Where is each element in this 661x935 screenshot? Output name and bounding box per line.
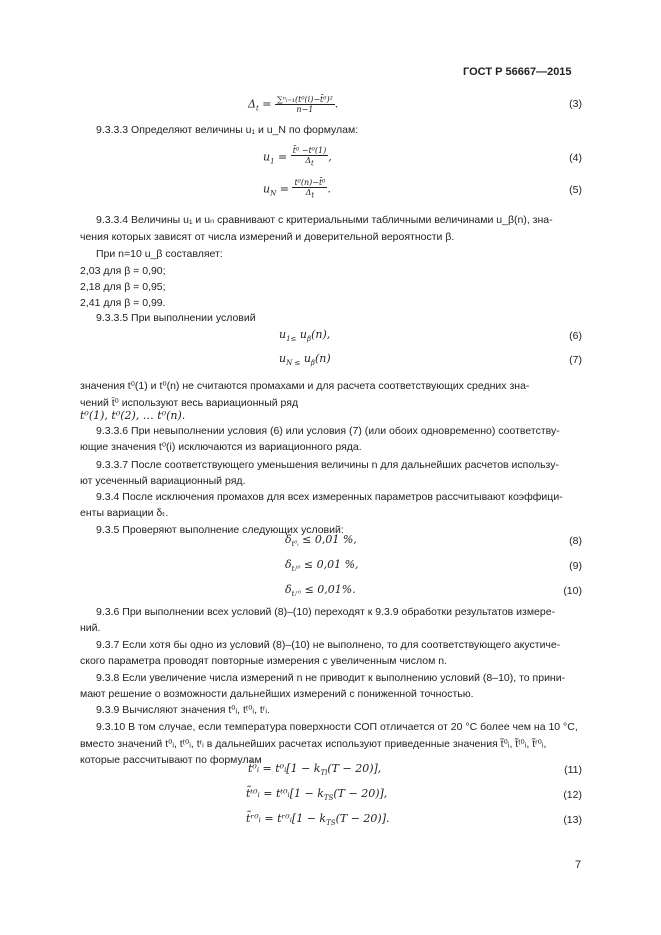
value-beta-095: 2,18 для β = 0,95; (80, 281, 166, 293)
paragraph-9-3-10-line2: вместо значений t⁰ᵢ, tᵗ⁰ᵢ, tʳᵢ в дальнейших расчетах используют приведенные значения t̃⁰ᵢ, t̃ᵗ⁰ᵢ, t̃ʳ⁰ᵢ, (80, 738, 547, 750)
paragraph-9-3-6-line2: ний. (80, 622, 101, 634)
paragraph-n10: При n=10 u_β составляет: (96, 248, 223, 260)
formula-5: $u_N$ = $\frac{\text{t⁰(n)−t̄⁰}}{\Delta_t}$ . (263, 178, 331, 200)
paragraph-9-3-3-5: 9.3.3.5 При выполнении условий (96, 312, 256, 324)
formula-13: t̃ʳ⁰ᵢ = tʳ⁰ᵢ[1 − $k_{TS}(T - 20)$]. (246, 812, 390, 828)
paragraph-9-3-3-7-line1: 9.3.3.7 После соответствующего уменьшения величины n для дальнейших расчетов использу- (96, 459, 559, 471)
formula-3: $\Delta_t$ = $\frac{\text{∑ⁿᵢ₌₁(t⁰(i)−t̄⁰)²}}{n-1}$ . (248, 95, 339, 114)
paragraph-values-line1: значения t⁰(1) и t⁰(n) не считаются промахами и для расчета соответствующих средних зна- (80, 380, 530, 392)
equation-number-6: (6) (569, 330, 582, 342)
paragraph-9-3-5: 9.3.5 Проверяют выполнение следующих условий: (96, 524, 344, 536)
value-beta-090: 2,03 для β = 0,90; (80, 265, 166, 277)
paragraph-9-3-8-line2: мают решение о возможности дальнейших измерений с пониженной точностью. (80, 688, 474, 700)
paragraph-9-3-4-line2: енты вариации δₜ. (80, 507, 169, 519)
paragraph-9-3-3-4-line2: чения которых зависят от числа измерений и доверительной вероятности β. (80, 231, 455, 243)
paragraph-9-3-8-line1: 9.3.8 Если увеличение числа измерений n не приводит к выполнению условий (8–10), то прини- (96, 672, 566, 684)
formula-6: $u_{1\le}$ $u_\beta(n)$, (279, 328, 331, 344)
paragraph-9-3-10-line3: которые рассчитывают по формулам (80, 754, 262, 766)
paragraph-values-line2: чений t̄⁰ используют весь вариационный ряд (80, 397, 299, 409)
equation-number-10: (10) (563, 585, 582, 597)
equation-number-11: (11) (564, 764, 582, 776)
paragraph-9-3-10-line1: 9.3.10 В том случае, если температура поверхности СОП отличается от 20 °C более чем на 10 °C, (96, 721, 578, 733)
paragraph-9-3-4-line1: 9.3.4 После исключения промахов для всех измеренных параметров рассчитывают коэффици- (96, 491, 563, 503)
page-number: 7 (575, 859, 582, 871)
equation-number-5: (5) (569, 184, 582, 196)
equation-number-12: (12) (563, 789, 582, 801)
formula-8: $\delta_{t^0ᵢ} \le 0,01$ %, (285, 533, 357, 549)
equation-number-3: (3) (569, 98, 582, 110)
paragraph-9-3-3-7-line2: ют усеченный вариационный ряд. (80, 475, 246, 487)
paragraph-9-3-7-line1: 9.3.7 Если хотя бы одно из условий (8)–(10) не выполнено, то для соответствующего акустиче- (96, 639, 561, 651)
equation-number-4: (4) (569, 152, 582, 164)
formula-12: t̃ᵗ⁰ᵢ = tᵗ⁰ᵢ[1 − $k_{TS}(T - 20)$], (246, 787, 388, 803)
equation-number-13: (13) (563, 814, 582, 826)
equation-number-8: (8) (569, 535, 582, 547)
paragraph-9-3-3-6-line1: 9.3.3.6 При невыполнении условия (6) или условия (7) (или обоих одновременно) соответству- (96, 425, 560, 437)
paragraph-9-3-9: 9.3.9 Вычисляют значения t⁰ᵢ, tᵗ⁰ᵢ, tʳᵢ. (96, 704, 270, 716)
formula-7: $u_{N \le}$ $u_\beta(n)$ (279, 352, 331, 368)
standard-header: ГОСТ Р 56667—2015 (463, 66, 572, 78)
equation-number-9: (9) (569, 560, 582, 572)
formula-9: $\delta_{tᵢᵗ^0} \le 0,01$ %, (285, 558, 359, 574)
paragraph-9-3-3-6-line2: ющие значения t⁰(i) исключаются из вариационного ряда. (80, 441, 362, 453)
formula-4: $u_1$ = $\frac{\text{t̄⁰ −t⁰(1)}}{\Delta_t}$ , (263, 146, 332, 168)
value-beta-099: 2,41 для β = 0,99. (80, 297, 166, 309)
paragraph-9-3-3-4-line1: 9.3.3.4 Величины u₁ и uₙ сравнивают с критериальными табличными величинами u_β(n), зна- (96, 214, 553, 226)
variation-series: t⁰(1), t⁰(2), … t⁰(n). (80, 409, 186, 422)
formula-10: $\delta_{tᵢʳ^0} \le 0,01\%$. (285, 583, 356, 599)
formula-11: t̃⁰ᵢ = t⁰ᵢ[1 − $k_{Tl}(T - 20)$], (248, 762, 382, 778)
equation-number-7: (7) (569, 354, 582, 366)
paragraph-9-3-6-line1: 9.3.6 При выполнении всех условий (8)–(10) переходят к 9.3.9 обработки результатов измере- (96, 606, 556, 618)
paragraph-9-3-7-line2: ского параметра проводят повторные измерения с увеличенным числом n. (80, 655, 447, 667)
paragraph-9-3-3-3: 9.3.3.3 Определяют величины u₁ и u_N по формулам: (96, 124, 359, 136)
